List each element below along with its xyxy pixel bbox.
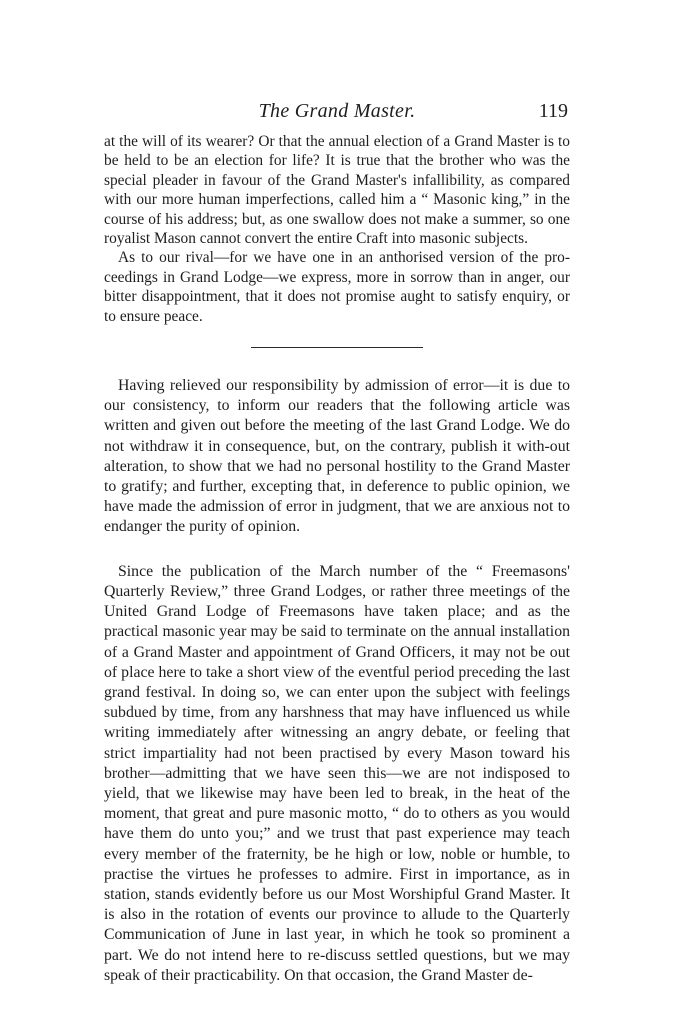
- page-header: [104, 100, 570, 130]
- page-number: 119: [538, 100, 568, 122]
- section-divider: [251, 347, 423, 348]
- paragraph-admission-of-error: Having relieved our responsibility by admission of error—it is due to our consistency, to inform our readers that the following article was written and given out before the meeting of the last Grand Lodge. We do not withdraw it in consequence, but, on the contrary, publish it with-out alteration, to show that we had no personal hostility to the Grand Master to gratify; and further, excepting that, in deference to public opinion, we have made the admission of error in judgment, that we are anxious not to endanger the purity of opinion.: [104, 377, 570, 536]
- paragraph-article: Since the publication of the March number of the “ Freemasons' Quarterly Review,” three Grand Lodges, or rather three meetings of the United Grand Lodge of Freemasons have taken place; and as the practical masonic year may be said to terminate on the annual installation of a Grand Master and appointment of Grand Officers, it may not be out of place here to take a short view of the eventful period preceding the last grand festival. In doing so, we can enter upon the subject with feelings subdued by time, from any harshness that may have influenced us while writing immediately after witnessing an angry debate, or feeling that strict impartiality had not been practised by every Mason toward his brother—admitting that we have seen this—we are not indisposed to yield, that we likewise may have been led to break, in the heat of the moment, that great and pure masonic motto, “ do to others as you would have them do unto you;” and we trust that past experience may teach every member of the fraternity, be he high or low, noble or humble, to practise the virtues he professes to admire. First in importance, as in station, stands evidently before us our Most Worshipful Grand Master. It is also in the rotation of events our province to allude to the Quarterly Communication of June in last year, in which he took so prominent a part. We do not intend here to re-discuss settled questions, but we may speak of their practicability. On that occasion, the Grand Master de-: [104, 562, 570, 984]
- paragraph-continuation: at the will of its wearer? Or that the annual election of a Grand Master is to be held to be an election for life? It is true that the brother who was the special pleader in favour of the Grand Master's infallibility, as compared with our more human imperfections, called him a “ Masonic king,” in the course of his address; but, as one swallow does not make a summer, so one royalist Mason cannot convert the entire Craft into masonic subjects.: [104, 133, 570, 248]
- running-head: The Grand Master.: [258, 100, 416, 122]
- paragraph-rival: As to our rival—for we have one in an anthorised version of the pro-ceedings in Grand Lodge—we express, more in sorrow than in anger, our bitter disappointment, that it does not promise aught to satisfy enquiry, or to ensure peace.: [104, 249, 570, 325]
- book-page: [104, 100, 570, 986]
